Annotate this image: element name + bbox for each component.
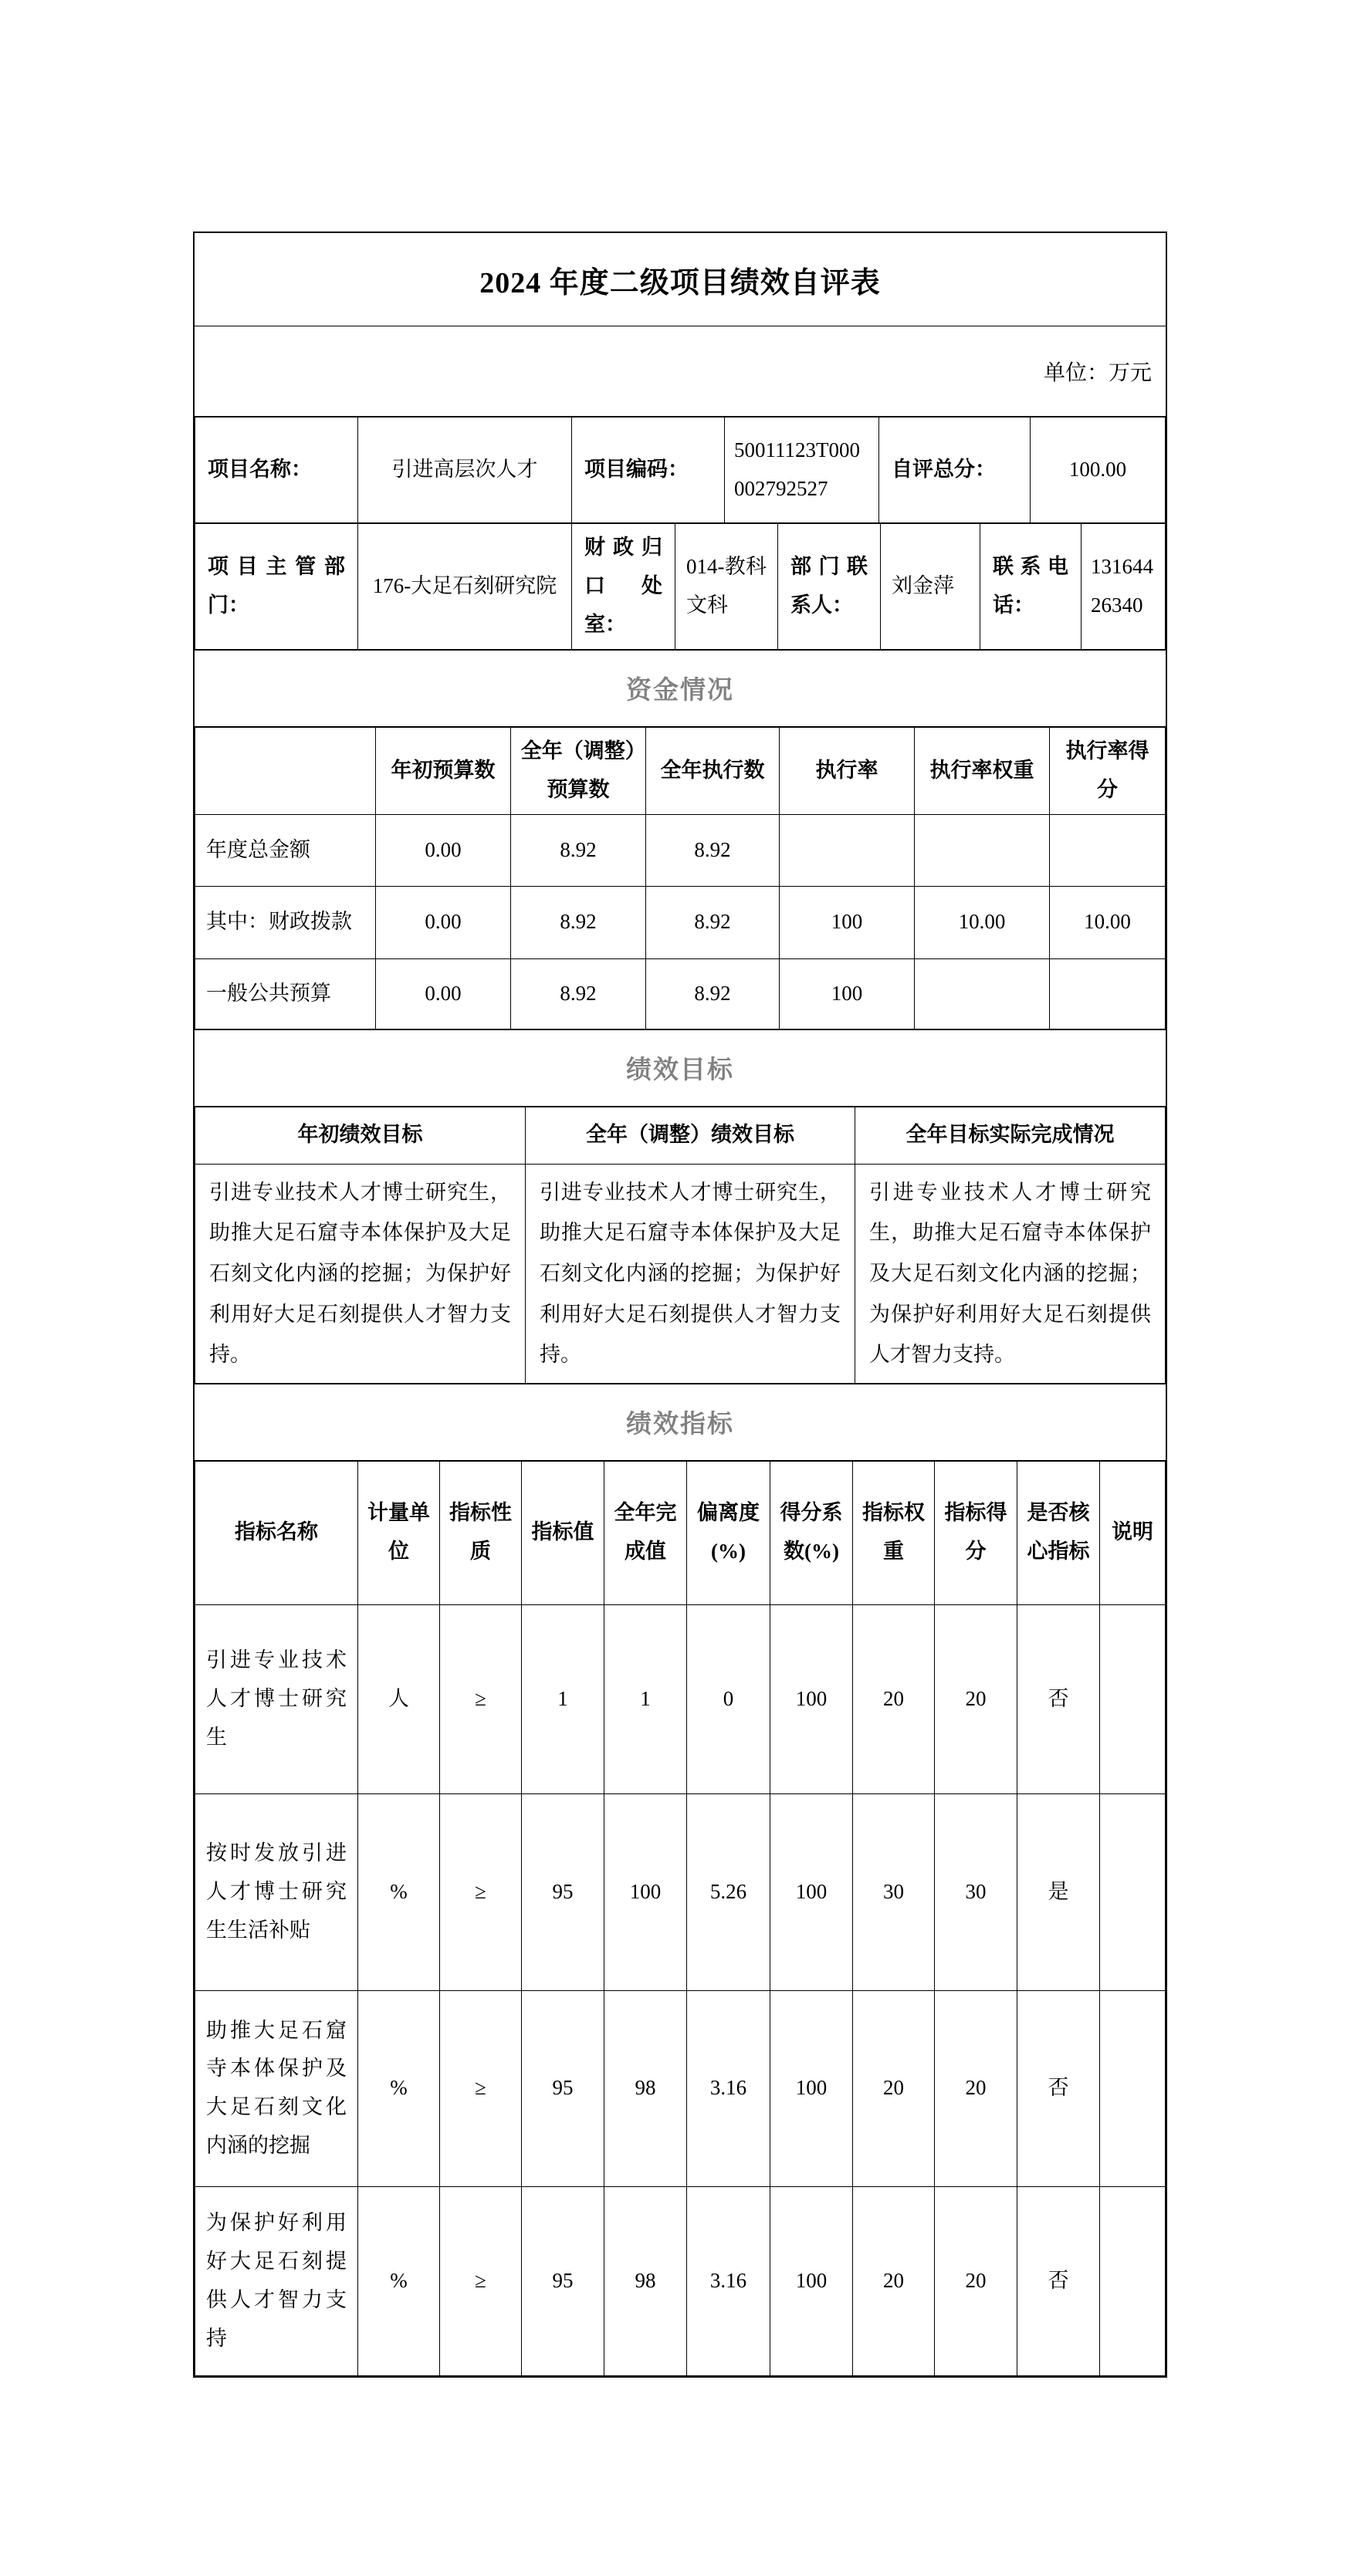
funding-cell: 0.00 (376, 814, 511, 886)
indicator-coefficient: 100 (770, 1990, 853, 2186)
indicator-header-note: 说明 (1100, 1461, 1166, 1604)
indicator-core: 是 (1017, 1793, 1100, 1990)
funding-row-label: 年度总金额 (195, 814, 376, 886)
project-info-table-2 (195, 523, 1166, 650)
finance-office-label: 财政归口处室： (572, 524, 675, 650)
indicator-header-nature: 指标性质 (440, 1461, 522, 1604)
funding-header-executed: 全年执行数 (646, 727, 780, 814)
indicator-coefficient: 100 (770, 1793, 853, 1990)
indicators-header-row (195, 1461, 1166, 1604)
evaluation-table (193, 232, 1167, 2378)
funding-cell: 100 (780, 886, 915, 958)
indicator-name: 助推大足石窟寺本体保护及大足石刻文化内涵的挖掘 (195, 1990, 358, 2186)
indicator-core: 否 (1017, 1990, 1100, 2186)
dept-label: 项目主管部门： (195, 524, 358, 650)
funding-header-blank (195, 727, 376, 814)
indicator-deviation: 0 (687, 1604, 770, 1793)
indicator-header-completed: 全年完成值 (604, 1461, 687, 1604)
contact-label: 部门联系人： (778, 524, 881, 650)
indicator-score: 20 (935, 1990, 1017, 2186)
indicator-target: 95 (522, 1793, 604, 1990)
dept-value: 176-大足石刻研究院 (358, 524, 572, 650)
indicator-completed: 98 (604, 1990, 687, 2186)
funding-cell (915, 958, 1050, 1029)
indicator-header-coefficient: 得分系数(%) (770, 1461, 853, 1604)
indicator-unit: 人 (358, 1604, 440, 1793)
indicator-deviation: 3.16 (687, 2186, 770, 2375)
funding-row-label: 其中：财政拨款 (195, 886, 376, 958)
indicator-row (195, 1793, 1166, 1990)
indicator-core: 否 (1017, 2186, 1100, 2375)
funding-header-execution-rate: 执行率 (780, 727, 915, 814)
indicator-note (1100, 2186, 1166, 2375)
unit-note: 单位：万元 (195, 326, 1166, 417)
indicator-score: 20 (935, 2186, 1017, 2375)
project-name-label: 项目名称： (195, 418, 358, 523)
indicator-header-score: 指标得分 (935, 1461, 1017, 1604)
project-name-value: 引进高层次人才 (358, 418, 572, 523)
funding-header-rate-weight: 执行率权重 (915, 727, 1050, 814)
funding-cell: 8.92 (646, 886, 780, 958)
indicator-target: 95 (522, 2186, 604, 2375)
funding-cell (1050, 814, 1166, 886)
funding-row-fiscal (195, 886, 1166, 958)
funding-cell (780, 814, 915, 886)
funding-cell: 100 (780, 958, 915, 1029)
indicator-deviation: 5.26 (687, 1793, 770, 1990)
indicator-target: 1 (522, 1604, 604, 1793)
funding-cell (1050, 958, 1166, 1029)
self-score-value: 100.00 (1031, 418, 1166, 523)
goals-text-row (195, 1164, 1166, 1383)
indicator-row (195, 1990, 1166, 2186)
indicator-unit: % (358, 2186, 440, 2375)
project-code-label: 项目编码： (572, 418, 725, 523)
indicator-header-deviation: 偏离度(%) (687, 1461, 770, 1604)
indicator-header-target: 指标值 (522, 1461, 604, 1604)
indicator-nature: ≥ (440, 1793, 522, 1990)
indicator-unit: % (358, 1990, 440, 2186)
funding-row-total (195, 814, 1166, 886)
indicator-nature: ≥ (440, 1604, 522, 1793)
funding-table (195, 727, 1166, 1029)
goals-header-actual: 全年目标实际完成情况 (855, 1107, 1166, 1164)
goal-text-initial: 引进专业技术人才博士研究生，助推大足石窟寺本体保护及大足石刻文化内涵的挖掘；为保护好利用好大足石刻提供人才智力支持。 (195, 1164, 526, 1383)
page-title: 2024 年度二级项目绩效自评表 (195, 233, 1166, 326)
indicator-header-core: 是否核心指标 (1017, 1461, 1100, 1604)
funding-cell: 8.92 (511, 886, 646, 958)
phone-value: 13164426340 (1082, 524, 1166, 650)
indicator-completed: 100 (604, 1793, 687, 1990)
indicator-weight: 20 (853, 2186, 935, 2375)
indicator-coefficient: 100 (770, 2186, 853, 2375)
indicator-row (195, 2186, 1166, 2375)
indicator-deviation: 3.16 (687, 1990, 770, 2186)
funding-row-label: 一般公共预算 (195, 958, 376, 1029)
indicator-weight: 20 (853, 1604, 935, 1793)
funding-cell: 8.92 (511, 814, 646, 886)
goal-text-actual: 引进专业技术人才博士研究生，助推大足石窟寺本体保护及大足石刻文化内涵的挖掘；为保护好利用好大足石刻提供人才智力支持。 (855, 1164, 1166, 1383)
indicator-completed: 98 (604, 2186, 687, 2375)
indicator-row (195, 1604, 1166, 1793)
indicator-completed: 1 (604, 1604, 687, 1793)
indicator-unit: % (358, 1793, 440, 1990)
funding-header-initial-budget: 年初预算数 (376, 727, 511, 814)
indicators-table (195, 1461, 1166, 2376)
indicators-section-title: 绩效指标 (195, 1384, 1166, 1461)
project-code-value: 50011123T000002792527 (725, 418, 879, 523)
indicator-header-unit: 计量单位 (358, 1461, 440, 1604)
goals-header-row (195, 1107, 1166, 1164)
funding-cell: 8.92 (646, 958, 780, 1029)
indicator-name: 按时发放引进人才博士研究生生活补贴 (195, 1793, 358, 1990)
funding-cell: 10.00 (915, 886, 1050, 958)
indicator-name: 为保护好利用好大足石刻提供人才智力支持 (195, 2186, 358, 2375)
funding-cell: 0.00 (376, 886, 511, 958)
funding-header-rate-score: 执行率得分 (1050, 727, 1166, 814)
goals-header-initial: 年初绩效目标 (195, 1107, 526, 1164)
indicator-weight: 30 (853, 1793, 935, 1990)
indicator-nature: ≥ (440, 2186, 522, 2375)
funding-header-adjusted-budget: 全年（调整）预算数 (511, 727, 646, 814)
indicator-weight: 20 (853, 1990, 935, 2186)
funding-row-public-budget (195, 958, 1166, 1029)
funding-header-row (195, 727, 1166, 814)
project-info-table-1 (195, 417, 1166, 523)
indicator-note (1100, 1604, 1166, 1793)
contact-value: 刘金萍 (881, 524, 980, 650)
indicator-note (1100, 1793, 1166, 1990)
funding-cell: 10.00 (1050, 886, 1166, 958)
funding-section-title: 资金情况 (195, 650, 1166, 727)
goal-text-adjusted: 引进专业技术人才博士研究生，助推大足石窟寺本体保护及大足石刻文化内涵的挖掘；为保护好利用好大足石刻提供人才智力支持。 (526, 1164, 855, 1383)
funding-cell: 8.92 (511, 958, 646, 1029)
indicator-note (1100, 1990, 1166, 2186)
goals-section-title: 绩效目标 (195, 1029, 1166, 1107)
phone-label: 联系电话： (980, 524, 1082, 650)
funding-cell (915, 814, 1050, 886)
indicator-coefficient: 100 (770, 1604, 853, 1793)
self-score-label: 自评总分： (879, 418, 1031, 523)
indicator-header-name: 指标名称 (195, 1461, 358, 1604)
goals-table (195, 1107, 1166, 1384)
finance-office-value: 014-教科文科 (675, 524, 778, 650)
indicator-name: 引进专业技术人才博士研究生 (195, 1604, 358, 1793)
indicator-nature: ≥ (440, 1990, 522, 2186)
funding-cell: 0.00 (376, 958, 511, 1029)
funding-cell: 8.92 (646, 814, 780, 886)
indicator-score: 30 (935, 1793, 1017, 1990)
indicator-target: 95 (522, 1990, 604, 2186)
goals-header-adjusted: 全年（调整）绩效目标 (526, 1107, 855, 1164)
indicator-score: 20 (935, 1604, 1017, 1793)
indicator-header-weight: 指标权重 (853, 1461, 935, 1604)
indicator-core: 否 (1017, 1604, 1100, 1793)
